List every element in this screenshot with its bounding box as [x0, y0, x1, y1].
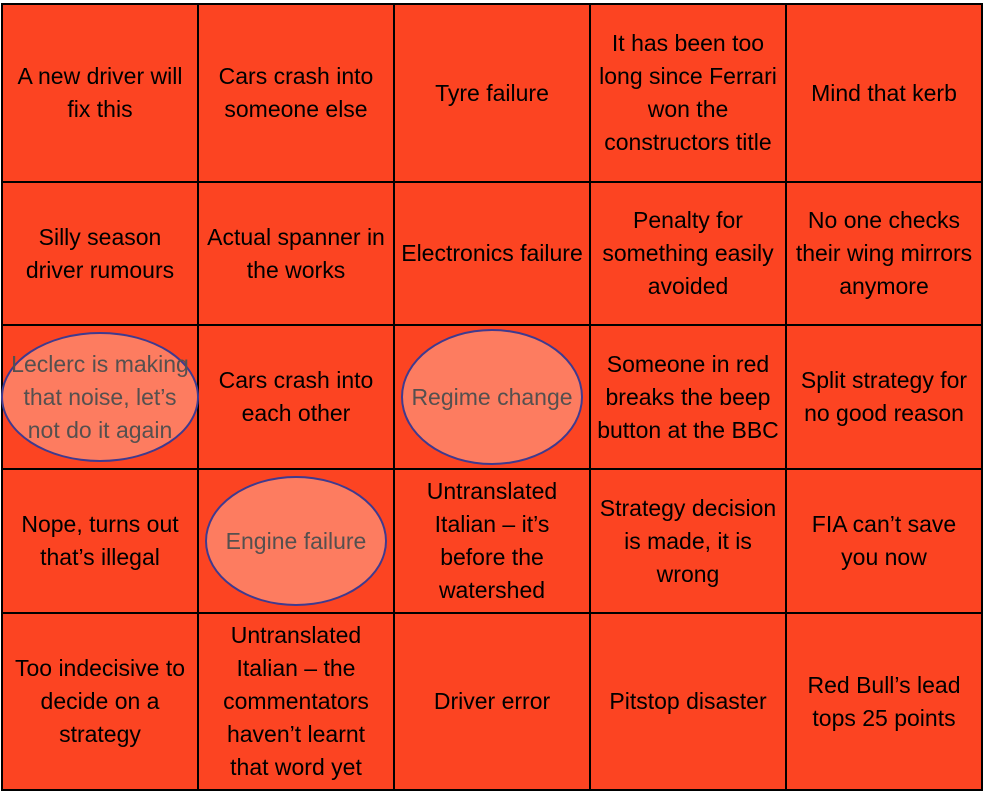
square-text: Untranslated Italian – it’s before the watershed [426, 478, 558, 603]
board-row [2, 182, 982, 325]
bingo-square-marked[interactable] [198, 469, 394, 613]
bingo-square-marked[interactable] [394, 325, 590, 469]
bingo-square[interactable] [2, 469, 198, 613]
square-text: Nope, turns out that’s illegal [21, 511, 179, 570]
square-text: Pitstop disaster [609, 688, 767, 714]
square-text: Silly season driver rumours [25, 223, 175, 283]
square-text: Cars crash into someone else [218, 63, 374, 122]
bingo-square[interactable] [2, 613, 198, 790]
square-text: Driver error [433, 688, 551, 714]
square-text: Leclerc is making that noise, let’s not do it again [11, 350, 189, 443]
bingo-square[interactable] [590, 325, 786, 469]
square-text: Mind that kerb [811, 79, 957, 106]
square-text: Untranslated Italian – the commentators haven’t learnt that word yet [223, 622, 369, 780]
square-text: Someone in red breaks the beep button at the BBC [597, 350, 779, 443]
square-text: Red Bull’s lead tops 25 points [807, 671, 961, 731]
board-row [2, 325, 982, 469]
board-row [2, 469, 982, 613]
square-text: Tyre failure [435, 79, 549, 106]
square-text: A new driver will fix this [17, 63, 183, 122]
bingo-square[interactable] [394, 613, 590, 790]
bingo-square[interactable] [590, 613, 786, 790]
bingo-square[interactable] [394, 469, 590, 613]
square-text: Strategy decision is made, it is wrong [599, 494, 777, 587]
bingo-square[interactable] [2, 182, 198, 325]
square-text: Regime change [411, 383, 573, 410]
square-text: No one checks their wing mirrors anymore [795, 207, 973, 299]
square-text: Split strategy for no good reason [800, 367, 968, 426]
bingo-square[interactable] [198, 613, 394, 790]
board-row [2, 613, 982, 790]
bingo-board [1, 3, 983, 791]
square-text: Penalty for something easily avoided [602, 207, 774, 299]
square-text: Actual spanner in the works [207, 223, 385, 283]
square-text: Cars crash into each other [218, 367, 374, 426]
bingo-square-marked[interactable] [2, 325, 198, 469]
square-text: Too indecisive to decide on a strategy [14, 655, 186, 747]
bingo-square[interactable] [590, 4, 786, 182]
bingo-square[interactable] [786, 613, 982, 790]
bingo-square[interactable] [394, 182, 590, 325]
bingo-square[interactable] [786, 325, 982, 469]
square-text: Engine failure [225, 527, 367, 554]
bingo-square[interactable] [590, 182, 786, 325]
bingo-square[interactable] [786, 182, 982, 325]
bingo-square[interactable] [590, 469, 786, 613]
square-text: FIA can’t save you now [811, 511, 957, 570]
bingo-square[interactable] [786, 4, 982, 182]
square-text: Electronics failure [401, 240, 583, 266]
bingo-square[interactable] [2, 4, 198, 182]
bingo-square[interactable] [198, 4, 394, 182]
bingo-square[interactable] [198, 182, 394, 325]
square-text: It has been too long since Ferrari won the constructors title [599, 30, 777, 155]
bingo-square[interactable] [198, 325, 394, 469]
bingo-square[interactable] [394, 4, 590, 182]
bingo-square[interactable] [786, 469, 982, 613]
board-row [2, 4, 982, 182]
